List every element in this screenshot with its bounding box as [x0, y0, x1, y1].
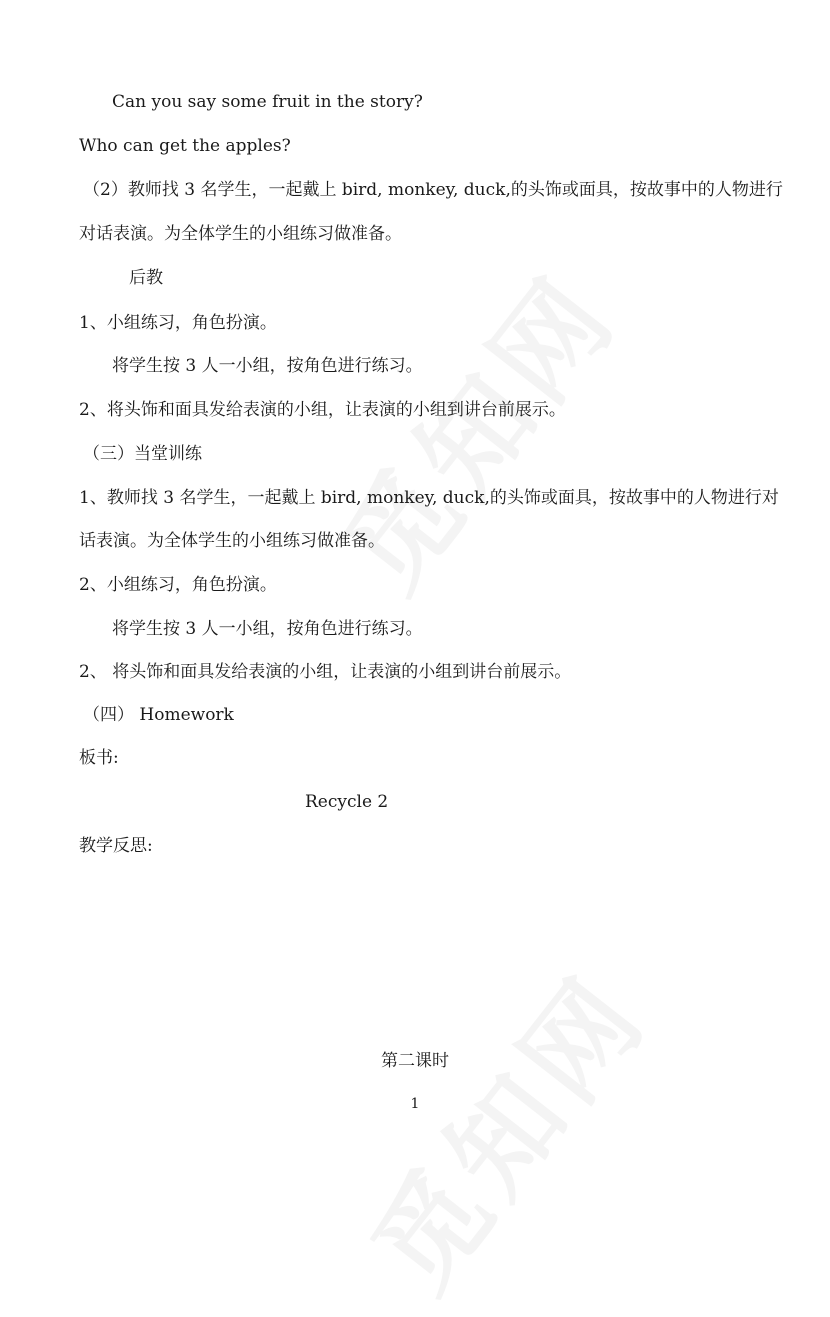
section-heading-practice: （三）当堂训练	[83, 444, 202, 464]
step-2-line-2: 对话表演。为全体学生的小组练习做准备。	[79, 224, 402, 244]
item-1-group-practice: 1、小组练习，角色扮演。	[79, 313, 277, 333]
item-2-props: 2、将头饰和面具发给表演的小组，让表演的小组到讲台前展示。	[79, 400, 566, 420]
watermark-lower	[330, 936, 676, 1317]
question-apples: Who can get the apples?	[79, 136, 291, 156]
practice-item-2: 2、小组练习，角色扮演。	[79, 575, 277, 595]
item-1-detail: 将学生按 3 人一小组，按角色进行练习。	[112, 356, 423, 376]
practice-item-1-line-2: 话表演。为全体学生的小组练习做准备。	[79, 531, 385, 551]
step-2-line-1: （2）教师找 3 名学生，一起戴上 bird, monkey, duck,的头饰或面具，按故事中的人物进行	[83, 180, 783, 200]
section-heading-houjiao: 后教	[129, 268, 163, 288]
reflection-label: 教学反思:	[79, 836, 153, 856]
blackboard-label: 板书:	[79, 748, 119, 768]
watermark	[300, 236, 646, 617]
practice-item-1-line-1: 1、教师找 3 名学生，一起戴上 bird, monkey, duck,的头饰或面具，按故事中的人物进行对	[79, 488, 779, 508]
practice-item-2-detail: 将学生按 3 人一小组，按角色进行练习。	[112, 619, 423, 639]
question-fruit: Can you say some fruit in the story?	[112, 92, 423, 112]
lesson-title-second: 第二课时	[381, 1051, 449, 1071]
blackboard-title: Recycle 2	[305, 792, 389, 812]
practice-item-3-props: 2、 将头饰和面具发给表演的小组，让表演的小组到讲台前展示。	[79, 662, 572, 682]
section-heading-homework: （四） Homework	[83, 705, 234, 725]
page-number: 1	[410, 1096, 420, 1112]
